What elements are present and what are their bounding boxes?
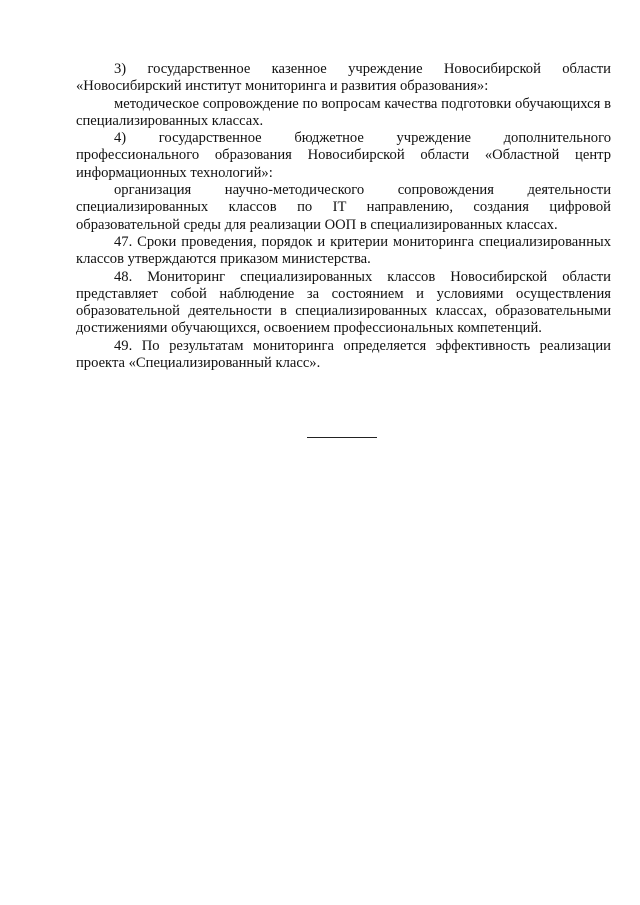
paragraph-it-organization: организация научно-методического сопровождения деятельности специализированных классов по IT направлению, создания цифровой образовательной среды для реализации ООП в специализированных классах. [76,182,611,233]
paragraph-methodical-support: методическое сопровождение по вопросам качества подготовки обучающихся в специализированных классах. [76,95,611,129]
paragraph-item-3-institute: 3) государственное казенное учреждение Новосибирской области «Новосибирский институт мониторинга и развития образования»: [76,61,611,95]
end-of-document-divider [307,437,377,438]
paragraph-47-monitoring-terms: 47. Сроки проведения, порядок и критерии мониторинга специализированных классов утверждаются приказом министерства. [76,233,611,268]
document-body [76,61,611,372]
paragraph-48-monitoring-definition: 48. Мониторинг специализированных классов Новосибирской области представляет собой наблюдение за состоянием и условиями осуществления образовательной деятельности в специализированных классах, образовательными достижениями обучающихся, освоением профессиональных компетенций. [76,268,611,337]
paragraph-item-4-it-center: 4) государственное бюджетное учреждение дополнительного профессионального образования Новосибирской области «Областной центр информационных технологий»: [76,130,611,181]
paragraph-49-monitoring-results: 49. По результатам мониторинга определяется эффективность реализации проекта «Специализированный класс». [76,337,611,372]
